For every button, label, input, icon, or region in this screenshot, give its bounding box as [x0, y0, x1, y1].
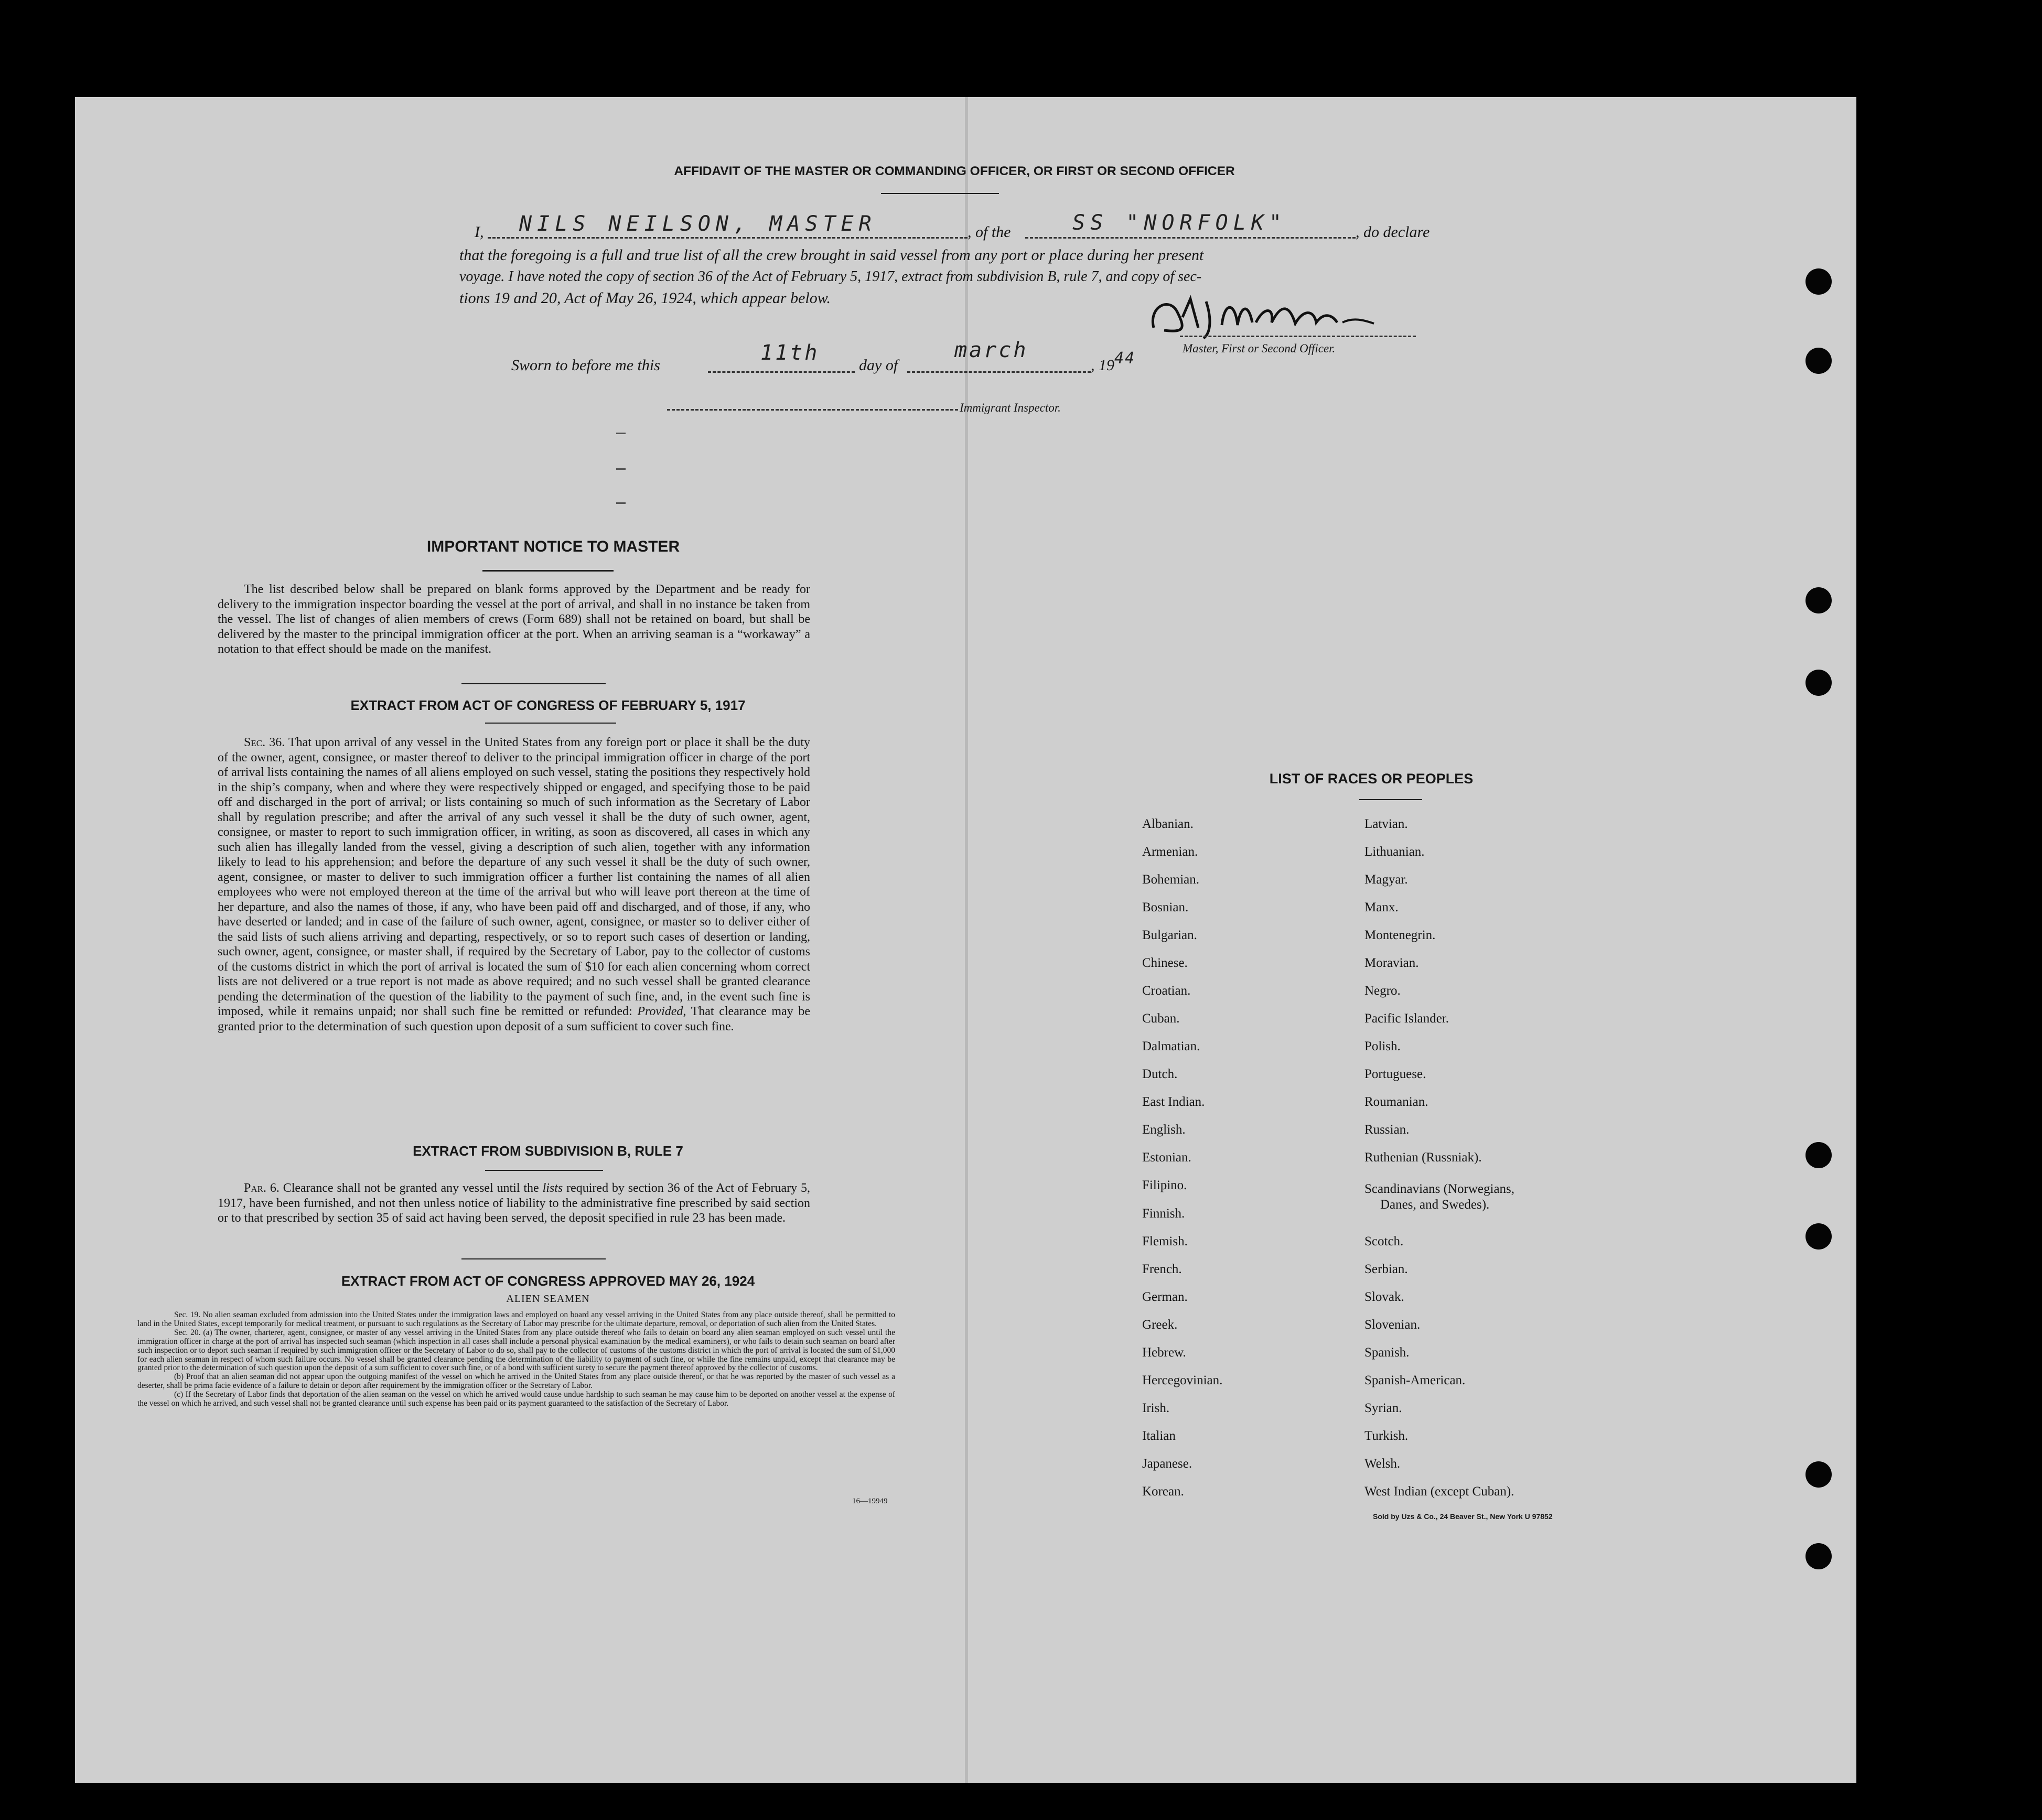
rule-7-rule — [485, 1170, 603, 1171]
par-6-after: required by section 36 of the Act of February 5, 1917, have been furnished, and not then unless notice of liability to the administrative fine prescribed by said section or to that prescribed by section 35 of said act having been served, the deposit specified in rule 23 has been made. — [218, 1181, 811, 1225]
par-6-label: Par. 6. — [244, 1181, 280, 1195]
race-item: Chinese. — [1142, 956, 1188, 970]
race-item: Serbian. — [1364, 1262, 1408, 1276]
punch-hole — [1805, 348, 1832, 374]
race-item: Lithuanian. — [1364, 845, 1425, 859]
race-item: Bosnian. — [1142, 900, 1189, 914]
race-item: Korean. — [1142, 1484, 1184, 1499]
extract-1917-rule — [485, 723, 616, 724]
signature-line — [1180, 336, 1416, 337]
sec-36-label: Sec. 36. — [244, 736, 285, 749]
provided-text: That clearance may be granted prior to the determination of such question upon deposit of a sum sufficient to cover such fine. — [218, 1005, 811, 1033]
race-item: Finnish. — [1142, 1207, 1185, 1221]
race-item: Manx. — [1364, 900, 1399, 914]
margin-tick — [616, 502, 626, 504]
inspector-caption: Immigrant Inspector. — [960, 401, 1061, 414]
race-item: Polish. — [1364, 1039, 1401, 1053]
race-item: West Indian (except Cuban). — [1364, 1484, 1514, 1499]
section-rule-2 — [461, 1258, 606, 1259]
race-item: Spanish. — [1364, 1345, 1410, 1360]
day-of-label: day of — [859, 357, 898, 374]
sworn-year[interactable]: 44 — [1114, 349, 1136, 368]
punch-hole — [1805, 1461, 1832, 1488]
race-item: Italian — [1142, 1429, 1176, 1443]
race-item: Scotch. — [1364, 1234, 1404, 1248]
extract-1924-heading: EXTRACT FROM ACT OF CONGRESS APPROVED MAY 26, 1924 — [341, 1273, 755, 1289]
section-rule — [461, 683, 606, 684]
sec-20c-paragraph: (c) If the Secretary of Labor finds that deportation of the alien seaman on the vessel on which he arrived would cause undue hardship to such seaman he may cause him to be deported on another vessel at the expense of the vessel on which he arrived, and such vessel shall not be granted clearance until such expense has been paid or its payment guaranteed to the satisfaction of the Secretary of Labor. — [137, 1390, 895, 1408]
seller-imprint: Sold by Uzs & Co., 24 Beaver St., New York U 97852 — [1373, 1512, 1553, 1521]
race-item: Russian. — [1364, 1123, 1410, 1137]
race-item: Spanish-American. — [1364, 1373, 1466, 1387]
sec-36-body: That upon arrival of any vessel in the United States from any foreign port or place it shall be the duty of the owner, agent, consignee, or master thereof to deliver to the principal immigration officer in charge of the port of arrival lists containing the names of all aliens employed on such vessel, stating the positions they respectively hold in the ship’s company, when and where they were respectively shipped or engaged, and specifying those to be paid off and discharged in the port of arrival; or lists containing so much of such information as the Secretary of Labor shall by regulation prescribe; and after the arrival of any such vessel it shall be the duty of such owner, agent, consignee, or master to report to such immigration officer, in writing, as soon as discovered, all cases in which any such alien has illegally landed from the vessel, giving a description of such alien, together with any information likely to lead to his apprehension; and before the departure of any such vessel it shall be the duty of such owner, agent, consignee, or master to deliver to such immigration officer a further list containing the names of all alien employees who were not employed thereon at the time of the arrival but who will leave port thereon at the time of her departure, and also the names of those, if any, who have been paid off and discharged, and of those, if any, who have deserted or landed; and in case of the failure of such owner, agent, consignee, or master so to deliver either of the said lists of such aliens arriving and departing, respectively, or so to report such cases of desertion or landing, such owner, agent, consignee, or master shall, if required by the Secretary of Labor, pay to the collector of customs of the customs district in which the port of arrival is located the sum of $10 for each alien concerning whom correct lists are not delivered or a true report is not made as above required; and no such vessel shall be granted clearance pending the determination of the question of the liability to the payment of such fine, and, in the event such fine is imposed, while it remains unpaid; nor shall such fine be remitted or refunded: — [218, 736, 810, 1018]
race-item: Hebrew. — [1142, 1345, 1186, 1360]
extract-1917-heading: EXTRACT FROM ACT OF CONGRESS OF FEBRUARY 5, 1917 — [350, 697, 746, 713]
race-item: East Indian. — [1142, 1095, 1205, 1109]
sec-19-paragraph: Sec. 19. No alien seaman excluded from admission into the United States under the immigration laws and employed on board any vessel arriving in the United States from any place outside thereof, shall be permitted to land in the United States, except temporarily for medical treatment, or pursuant to such regulations as the Secretary of Labor may prescribe for the ultimate departure, removal, or deportation of such alien from the United States. — [137, 1310, 895, 1328]
rule-7-heading: EXTRACT FROM SUBDIVISION B, RULE 7 — [413, 1143, 683, 1159]
race-item: English. — [1142, 1123, 1186, 1137]
punch-hole — [1805, 670, 1832, 696]
affidavit-line-2: voyage. I have noted the copy of section 36 of the Act of February 5, 1917, extract from subdivision B, rule 7, and copy of sec- — [459, 268, 1202, 285]
race-item: Filipino. — [1142, 1178, 1187, 1192]
race-item: Bohemian. — [1142, 873, 1200, 887]
provided-label: Provided, — [637, 1005, 686, 1018]
race-item: Magyar. — [1364, 873, 1408, 887]
signature-caption: Master, First or Second Officer. — [1183, 342, 1336, 355]
sec-36-text — [218, 735, 810, 1034]
punch-hole — [1805, 268, 1832, 295]
race-item: Dalmatian. — [1142, 1039, 1200, 1053]
declare-label: , do declare — [1356, 223, 1430, 241]
margin-tick — [616, 433, 626, 434]
race-item: Welsh. — [1364, 1457, 1401, 1471]
notice-rule — [482, 570, 614, 572]
sworn-label: Sworn to before me this — [511, 357, 660, 374]
sworn-month[interactable]: march — [954, 338, 1028, 362]
month-blank — [907, 371, 1091, 373]
day-blank — [708, 371, 855, 373]
race-item: Slovenian. — [1364, 1318, 1421, 1332]
race-item: Danes, and Swedes). — [1380, 1198, 1490, 1212]
name-blank — [488, 237, 968, 239]
notice-text: The list described below shall be prepared on blank forms approved by the Department and be ready for delivery to the immigration inspector boarding the vessel at the port of arrival, and shall in no instance be taken from the vessel. The list of changes of alien members of crews (Form 689) shall not be retained on board, but shall be delivered by the master to the principal immigration officer at the port. When an arriving seaman is a “workaway” a notation to that effect should be made on the manifest. — [218, 583, 810, 656]
vessel-blank — [1025, 237, 1356, 239]
par-6-before: Clearance shall not be granted any vessel until the — [283, 1181, 539, 1195]
race-item: Roumanian. — [1364, 1095, 1428, 1109]
heading-rule — [881, 193, 999, 194]
race-item: Hercegovinian. — [1142, 1373, 1223, 1387]
par-6-text — [218, 1181, 810, 1226]
race-item: Croatian. — [1142, 984, 1191, 998]
race-item: Japanese. — [1142, 1457, 1192, 1471]
affidavit-line-1: that the foregoing is a full and true list of all the crew brought in said vessel from any port or place during her present — [459, 246, 1204, 264]
sec-20b-paragraph: (b) Proof that an alien seaman did not appear upon the outgoing manifest of the vessel on which he arrived in the United States from any place outside thereof, or that he was reported by the master of such vessel as a deserter, shall be prima facie evidence of a failure to detain or deport after requirement by the immigration officer or the Secretary of Labor. — [137, 1372, 895, 1391]
race-item: Greek. — [1142, 1318, 1178, 1332]
sworn-day[interactable]: 11th — [760, 341, 820, 365]
master-name[interactable]: NILS NEILSON, MASTER — [519, 212, 877, 236]
race-item: Latvian. — [1364, 817, 1408, 831]
race-item: Estonian. — [1142, 1150, 1191, 1165]
races-rule — [1359, 799, 1422, 800]
race-item: Turkish. — [1364, 1429, 1409, 1443]
race-item: Ruthenian (Russniak). — [1364, 1150, 1482, 1165]
master-signature — [1133, 286, 1379, 343]
margin-tick — [616, 468, 626, 470]
punch-hole — [1805, 587, 1832, 613]
race-item: Montenegrin. — [1364, 928, 1436, 942]
affidavit-heading: AFFIDAVIT OF THE MASTER OR COMMANDING OFFICER, OR FIRST OR SECOND OFFICER — [674, 164, 1235, 178]
i-label: I, — [475, 223, 484, 241]
race-item: French. — [1142, 1262, 1182, 1276]
race-item: German. — [1142, 1290, 1188, 1304]
punch-hole — [1805, 1543, 1832, 1569]
extract-1924-body — [137, 1311, 895, 1408]
of-the-label: , of the — [968, 223, 1011, 241]
race-item: Portuguese. — [1364, 1067, 1426, 1081]
race-item: Moravian. — [1364, 956, 1419, 970]
race-item: Scandinavians (Norwegians, — [1364, 1182, 1515, 1196]
par-6-emphasis: lists — [542, 1181, 563, 1195]
race-item: Albanian. — [1142, 817, 1194, 831]
race-item: Irish. — [1142, 1401, 1170, 1415]
race-item: Syrian. — [1364, 1401, 1402, 1415]
race-item: Armenian. — [1142, 845, 1198, 859]
notice-heading: IMPORTANT NOTICE TO MASTER — [426, 538, 680, 555]
race-item: Negro. — [1364, 984, 1401, 998]
inspector-line — [667, 409, 958, 411]
year-prefix: , 19 — [1091, 357, 1114, 374]
punch-hole — [1805, 1223, 1832, 1250]
alien-seamen-subheading: ALIEN SEAMEN — [506, 1293, 590, 1305]
race-item: Bulgarian. — [1142, 928, 1197, 942]
vessel-name[interactable]: SS "NORFOLK" — [1072, 211, 1287, 235]
race-item: Cuban. — [1142, 1011, 1180, 1026]
race-item: Flemish. — [1142, 1234, 1188, 1248]
sec-20a-paragraph: Sec. 20. (a) The owner, charterer, agent, consignee, or master of any vessel arriving in the United States from any place outside thereof who fails to detain on board any alien seaman employed on such vessel until the immigration officer in charge at the port of arrival has inspected such seaman (which inspection in all cases shall include a personal physical examination by the medical examiners), or who fails to detain such seaman on board after such inspection or to deport such seaman if required by such immigration officer or the Secretary of Labor to do so, shall pay to the collector of customs of the customs district in which the port of arrival is located the sum of $1,000 for each alien seaman in respect of whom such failure occurs. No vessel shall be granted clearance pending the determination of the liability to payment of such fine, or while the fine remains unpaid, except that clearance may be granted prior to the determination of such question upon the deposit of a sum sufficient to cover such fine, or of a bond with sufficient surety to secure the payment thereof approved by the collector of customs. — [137, 1328, 895, 1373]
race-item: Slovak. — [1364, 1290, 1404, 1304]
punch-hole — [1805, 1142, 1832, 1168]
form-number: 16—19949 — [852, 1497, 888, 1505]
race-item: Pacific Islander. — [1364, 1011, 1449, 1026]
race-item: Dutch. — [1142, 1067, 1178, 1081]
affidavit-line-3: tions 19 and 20, Act of May 26, 1924, which appear below. — [459, 289, 831, 307]
races-heading: LIST OF RACES OR PEOPLES — [1269, 771, 1474, 787]
